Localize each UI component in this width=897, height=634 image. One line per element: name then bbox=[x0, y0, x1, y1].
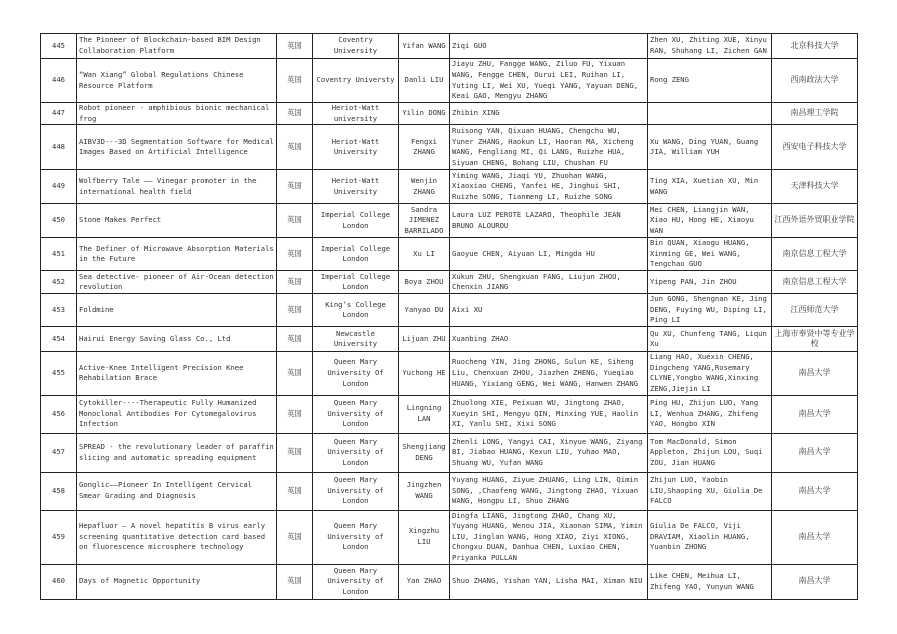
project-title-cell: Hairui Energy Saving Glass Co., Ltd bbox=[77, 327, 277, 352]
advisors-cell: Ping HU, Zhijun LUO, Yang LI, Wenhua ZHANG, Zhifeng YAO, Hongbo XIN bbox=[648, 395, 772, 433]
team-members-cell: Laura LUZ PEROTE LAZARO, Theophile JEAN BRUNO ALOUROU bbox=[450, 204, 648, 238]
table-row bbox=[41, 472, 858, 510]
foreign-university-cell: Queen Mary University of London bbox=[313, 472, 399, 510]
foreign-university-cell: Newcastle University bbox=[313, 327, 399, 352]
advisors-cell: Zhen XU, Zhiting XUE, Xinyu RAN, Shuhang LI, Zichen GAN bbox=[648, 34, 772, 59]
row-number-cell: 459 bbox=[41, 510, 77, 564]
chinese-university-cell: 南昌大学 bbox=[772, 433, 858, 472]
chinese-university-cell: 南京信息工程大学 bbox=[772, 238, 858, 271]
team-leader-cell: Yilin DONG bbox=[399, 103, 450, 125]
team-members-cell: Xuanbing ZHAO bbox=[450, 327, 648, 352]
foreign-university-cell: Coventry University bbox=[313, 34, 399, 59]
country-cell: 英国 bbox=[277, 510, 313, 564]
table-row bbox=[41, 125, 858, 170]
advisors-cell: Giulia De FALCO, Viji DRAVIAM, Xiaolin HUANG, Yuanbin ZHONG bbox=[648, 510, 772, 564]
team-leader-cell: Fengxi ZHANG bbox=[399, 125, 450, 170]
country-cell: 英国 bbox=[277, 433, 313, 472]
table-row bbox=[41, 395, 858, 433]
team-members-cell: Shuo ZHANG, Yishan YAN, Lisha MAI, Ximan NIU bbox=[450, 564, 648, 599]
team-leader-cell: Yan ZHAO bbox=[399, 564, 450, 599]
chinese-university-cell: 江西外语外贸职业学院 bbox=[772, 204, 858, 238]
country-cell: 英国 bbox=[277, 204, 313, 238]
advisors-cell: Tom MacDonald, Simon Appleton, Zhijun LOU, Suqi ZOU, Jian HUANG bbox=[648, 433, 772, 472]
table-row bbox=[41, 510, 858, 564]
team-leader-cell: Shengjiang DENG bbox=[399, 433, 450, 472]
team-members-cell: Ruocheng YIN, Jing ZHONG, Sulun KE, Siheng Liu, Chenxuan ZHOU, Jiazhen ZHENG, Yueqiao HUANG, Yixiang GENG, Wei WANG, Hanwen ZHANG bbox=[450, 352, 648, 395]
country-cell: 英国 bbox=[277, 103, 313, 125]
team-leader-cell: Yifan WANG bbox=[399, 34, 450, 59]
project-title-cell: Cytokiller----Therapeutic Fully Humanized Monoclonal Antibodies For Cytomegalovirus Infection bbox=[77, 395, 277, 433]
advisors-cell: Zhijun LUO, Yaobin LIU,Shaoping XU, Giulia De FALCO bbox=[648, 472, 772, 510]
team-members-cell: Zhuolong XIE, Peixuan WU, Jingtong ZHAO, Xueyin SHI, Mengyu QIN, Minxing YUE, Haolin XI, Yanlu SHI, Xixi SONG bbox=[450, 395, 648, 433]
country-cell: 英国 bbox=[277, 59, 313, 103]
advisors-cell: Ting XIA, Xuetian XU, Min WANG bbox=[648, 170, 772, 204]
country-cell: 英国 bbox=[277, 34, 313, 59]
row-number-cell: 457 bbox=[41, 433, 77, 472]
foreign-university-cell: Imperial College London bbox=[313, 271, 399, 294]
row-number-cell: 455 bbox=[41, 352, 77, 395]
chinese-university-cell: 南昌大学 bbox=[772, 472, 858, 510]
row-number-cell: 447 bbox=[41, 103, 77, 125]
advisors-cell bbox=[648, 103, 772, 125]
table-row bbox=[41, 294, 858, 327]
table-row bbox=[41, 271, 858, 294]
advisors-cell: Bin QUAN, Xiaogu HUANG, Xinming GE, Wei WANG, Tengchao GUO bbox=[648, 238, 772, 271]
project-title-cell: AIBV3D---3D Segmentation Software for Medical Images Based on Artificial Intelligence bbox=[77, 125, 277, 170]
row-number-cell: 456 bbox=[41, 395, 77, 433]
advisors-cell: Mei CHEN, Liangjin WAN, Xiao HU, Hong HE, Xiaoyu WAN bbox=[648, 204, 772, 238]
row-number-cell: 450 bbox=[41, 204, 77, 238]
project-title-cell: Days of Magnetic Opportunity bbox=[77, 564, 277, 599]
table-row bbox=[41, 170, 858, 204]
foreign-university-cell: King’s College London bbox=[313, 294, 399, 327]
project-title-cell: Stone Makes Perfect bbox=[77, 204, 277, 238]
chinese-university-cell: 北京科技大学 bbox=[772, 34, 858, 59]
chinese-university-cell: 西安电子科技大学 bbox=[772, 125, 858, 170]
country-cell: 英国 bbox=[277, 564, 313, 599]
team-members-cell: Ruisong YAN, Qixuan HUANG, Chengchu WU, Yuner ZHANG, Haokun LI, Haoran MA, Xicheng WANG, Fengliang MI, Qi LANG, Ruizhe HUA, Siyuan CHENG, Bohang LIU, Chushan FU bbox=[450, 125, 648, 170]
team-members-cell: Yuyang HUANG, Ziyue ZHUANG, Ling LIN, Qimin SONG, ,Chaofeng WANG, Jingtong ZHAO, Yixuan WANG, Hongpu LI, Shuo ZHANG bbox=[450, 472, 648, 510]
row-number-cell: 460 bbox=[41, 564, 77, 599]
team-leader-cell: Yuchong HE bbox=[399, 352, 450, 395]
advisors-cell: Liang HAO, Xuexin CHENG, Dingcheng YANG,Rosemary CLYNE,Yongbo WANG,Xinxing ZENG,Jiejin LI bbox=[648, 352, 772, 395]
team-members-cell: Xukun ZHU, Shengxuan FANG, Liujun ZHOU, Chenxin JIANG bbox=[450, 271, 648, 294]
chinese-university-cell: 南昌大学 bbox=[772, 510, 858, 564]
country-cell: 英国 bbox=[277, 271, 313, 294]
advisors-cell: Qu XU, Chunfeng TANG, Liqun Xu bbox=[648, 327, 772, 352]
foreign-university-cell: Heriot-Watt University bbox=[313, 170, 399, 204]
table-row bbox=[41, 564, 858, 599]
foreign-university-cell: Queen Mary University of London bbox=[313, 510, 399, 564]
project-title-cell: Foldmine bbox=[77, 294, 277, 327]
row-number-cell: 451 bbox=[41, 238, 77, 271]
project-title-cell: Sea detective- pioneer of Air-Ocean detection revolution bbox=[77, 271, 277, 294]
team-leader-cell: Wenjin ZHANG bbox=[399, 170, 450, 204]
country-cell: 英国 bbox=[277, 125, 313, 170]
advisors-cell: Jun GONG, Shengnan KE, Jing DENG, Fuying WU, Diping LI, Ping LI bbox=[648, 294, 772, 327]
country-cell: 英国 bbox=[277, 327, 313, 352]
chinese-university-cell: 江西师范大学 bbox=[772, 294, 858, 327]
project-title-cell: Wolfberry Tale —— Vinegar promoter in the international health field bbox=[77, 170, 277, 204]
team-members-cell: Jiayu ZHU, Fangge WANG, Ziluo FU, Yixuan WANG, Fengge CHEN, Ourui LEI, Ruihan LI, Yuting LI, Wei XU, Yueqi YANG, Yayuan DENG, Keai GAO, Mengyu ZHANG bbox=[450, 59, 648, 103]
chinese-university-cell: 南昌大学 bbox=[772, 395, 858, 433]
table-body bbox=[41, 34, 858, 600]
project-title-cell: Robot pioneer - amphibious bionic mechanical frog bbox=[77, 103, 277, 125]
table-row bbox=[41, 103, 858, 125]
advisors-cell: Rong ZENG bbox=[648, 59, 772, 103]
country-cell: 英国 bbox=[277, 395, 313, 433]
row-number-cell: 452 bbox=[41, 271, 77, 294]
advisors-cell: Xu WANG, Ding YUAN, Guang JIA, William YUH bbox=[648, 125, 772, 170]
team-members-cell: Aixi XU bbox=[450, 294, 648, 327]
foreign-university-cell: Heriot-Watt University bbox=[313, 125, 399, 170]
team-leader-cell: Sandra JIMENEZ BARRILADO bbox=[399, 204, 450, 238]
advisors-cell: Yipeng PAN, Jin ZHOU bbox=[648, 271, 772, 294]
table-row bbox=[41, 238, 858, 271]
team-leader-cell: Xingzhu LIU bbox=[399, 510, 450, 564]
country-cell: 英国 bbox=[277, 170, 313, 204]
row-number-cell: 445 bbox=[41, 34, 77, 59]
team-members-cell: Dingfa LIANG, Jingtong ZHAO, Chang XU, Yuyang HUANG, Wenou JIA, Xiaonan SIMA, Yimin LIU, Jinglan WANG, Hong XIAO, Ziyi XIONG, Chongxu DUAN, Danhua CHEN, Luxiao CHEN, Priyanka PULLAN bbox=[450, 510, 648, 564]
row-number-cell: 449 bbox=[41, 170, 77, 204]
table-row bbox=[41, 59, 858, 103]
foreign-university-cell: Queen Mary University of London bbox=[313, 433, 399, 472]
country-cell: 英国 bbox=[277, 238, 313, 271]
row-number-cell: 454 bbox=[41, 327, 77, 352]
country-cell: 英国 bbox=[277, 352, 313, 395]
team-leader-cell: Danli LIU bbox=[399, 59, 450, 103]
chinese-university-cell: 南昌理工学院 bbox=[772, 103, 858, 125]
team-members-cell: Zhenli LONG, Yangyi CAI, Xinyue WANG, Ziyang BI, Jiabao HUANG, Kexun LIU, Yuhao MAO, Shuang WU, Yufan WANG bbox=[450, 433, 648, 472]
chinese-university-cell: 天津科技大学 bbox=[772, 170, 858, 204]
project-table bbox=[40, 33, 858, 600]
advisors-cell: Like CHEN, Meihua LI, Zhifeng YAO, Yunyun WANG bbox=[648, 564, 772, 599]
chinese-university-cell: 西南政法大学 bbox=[772, 59, 858, 103]
chinese-university-cell: 南京信息工程大学 bbox=[772, 271, 858, 294]
table-row bbox=[41, 34, 858, 59]
table-row bbox=[41, 433, 858, 472]
project-title-cell: The Definer of Microwave Absorption Materials in the Future bbox=[77, 238, 277, 271]
table-row bbox=[41, 327, 858, 352]
team-members-cell: Zhibin XING bbox=[450, 103, 648, 125]
foreign-university-cell: Imperial College London bbox=[313, 238, 399, 271]
chinese-university-cell: 南昌大学 bbox=[772, 352, 858, 395]
row-number-cell: 458 bbox=[41, 472, 77, 510]
team-members-cell: Gaoyue CHEN, Aiyuan LI, Mingda HU bbox=[450, 238, 648, 271]
team-leader-cell: Xu LI bbox=[399, 238, 450, 271]
project-title-cell: SPREAD - the revolutionary leader of paraffin slicing and automatic spreading equipment bbox=[77, 433, 277, 472]
project-title-cell: The Pioneer of Blockchain-based BIM Design Collaboration Platform bbox=[77, 34, 277, 59]
project-title-cell: Hepafluor — A novel hepatitis B virus early screening quantitative detection card based on fluorescence microsphere technology bbox=[77, 510, 277, 564]
project-title-cell: Gonglic——Pioneer In Intelligent Cervical Smear Grading and Diagnosis bbox=[77, 472, 277, 510]
row-number-cell: 448 bbox=[41, 125, 77, 170]
country-cell: 英国 bbox=[277, 294, 313, 327]
team-leader-cell: Yanyao DU bbox=[399, 294, 450, 327]
foreign-university-cell: Coventry Universty bbox=[313, 59, 399, 103]
table-row bbox=[41, 204, 858, 238]
row-number-cell: 453 bbox=[41, 294, 77, 327]
foreign-university-cell: Heriot-Watt university bbox=[313, 103, 399, 125]
team-members-cell: Ziqi GUO bbox=[450, 34, 648, 59]
country-cell: 英国 bbox=[277, 472, 313, 510]
project-title-cell: Active-Knee Intelligent Precision Knee Rehabilation Brace bbox=[77, 352, 277, 395]
team-leader-cell: Boya ZHOU bbox=[399, 271, 450, 294]
foreign-university-cell: Imperial College London bbox=[313, 204, 399, 238]
chinese-university-cell: 南昌大学 bbox=[772, 564, 858, 599]
team-leader-cell: Lingning LAN bbox=[399, 395, 450, 433]
table-row bbox=[41, 352, 858, 395]
team-members-cell: Yiming WANG, Jiaqi YU, Zhuohan WANG, Xiaoxiao CHENG, Yanfei HE, Jinghui SHI, Ruizhe SONG, Tianmeng LI, Ruizhe SONG bbox=[450, 170, 648, 204]
team-leader-cell: Jingzhen WANG bbox=[399, 472, 450, 510]
foreign-university-cell: Queen Mary University Of London bbox=[313, 352, 399, 395]
foreign-university-cell: Queen Mary University of London bbox=[313, 564, 399, 599]
foreign-university-cell: Queen Mary University of London bbox=[313, 395, 399, 433]
row-number-cell: 446 bbox=[41, 59, 77, 103]
chinese-university-cell: 上海市奉贤中等专业学校 bbox=[772, 327, 858, 352]
project-title-cell: “Wan Xiang” Global Regulations Chinese Resource Platform bbox=[77, 59, 277, 103]
team-leader-cell: Lijuan ZHU bbox=[399, 327, 450, 352]
